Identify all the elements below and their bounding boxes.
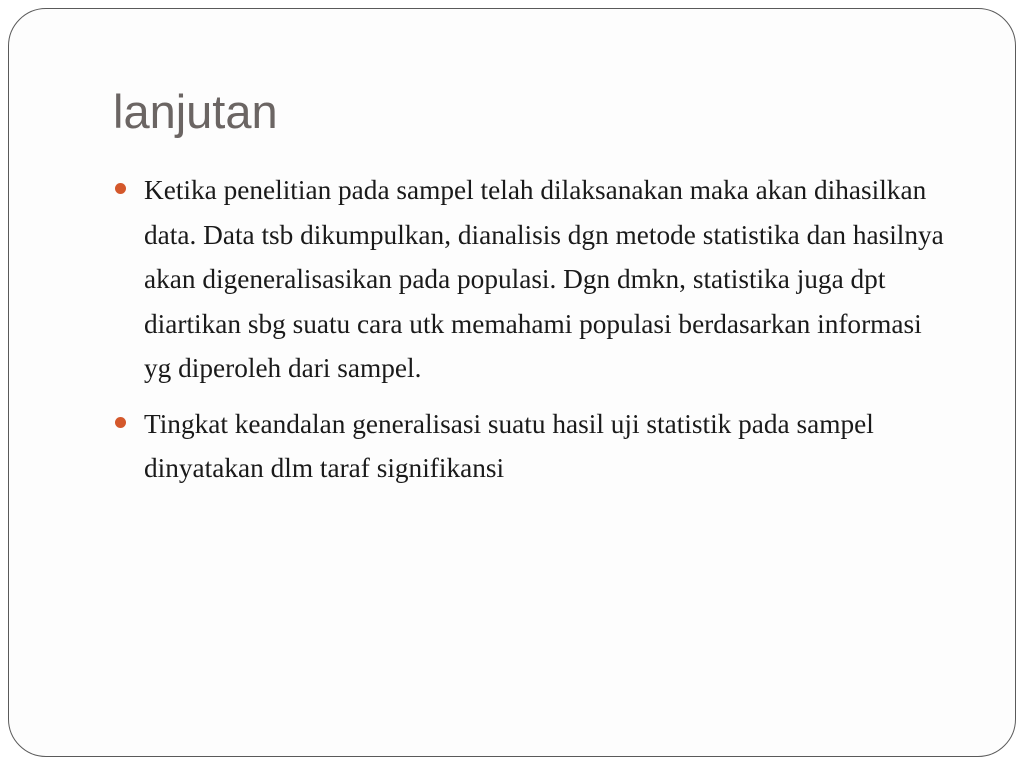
bullet-item-2 — [115, 402, 955, 491]
bullet-list — [115, 168, 955, 502]
bullet-text-1: Ketika penelitian pada sampel telah dilaksanakan maka akan dihasilkan data. Data tsb dikumpulkan, dianalisis dgn metode statistika dan hasilnya akan digeneralisasikan pada populasi. Dgn dmkn, statistika juga dpt diartikan sbg suatu cara utk memahami populasi berdasarkan informasi yg diperoleh dari sampel. — [144, 175, 944, 383]
slide-title: lanjutan — [113, 85, 278, 138]
bullet-dot-icon — [115, 183, 126, 194]
bullet-dot-icon — [115, 417, 126, 428]
bullet-text-2: Tingkat keandalan generalisasi suatu hasil uji statistik pada sampel dinyatakan dlm taraf signifikansi — [144, 408, 874, 483]
bullet-item-1 — [115, 168, 955, 391]
